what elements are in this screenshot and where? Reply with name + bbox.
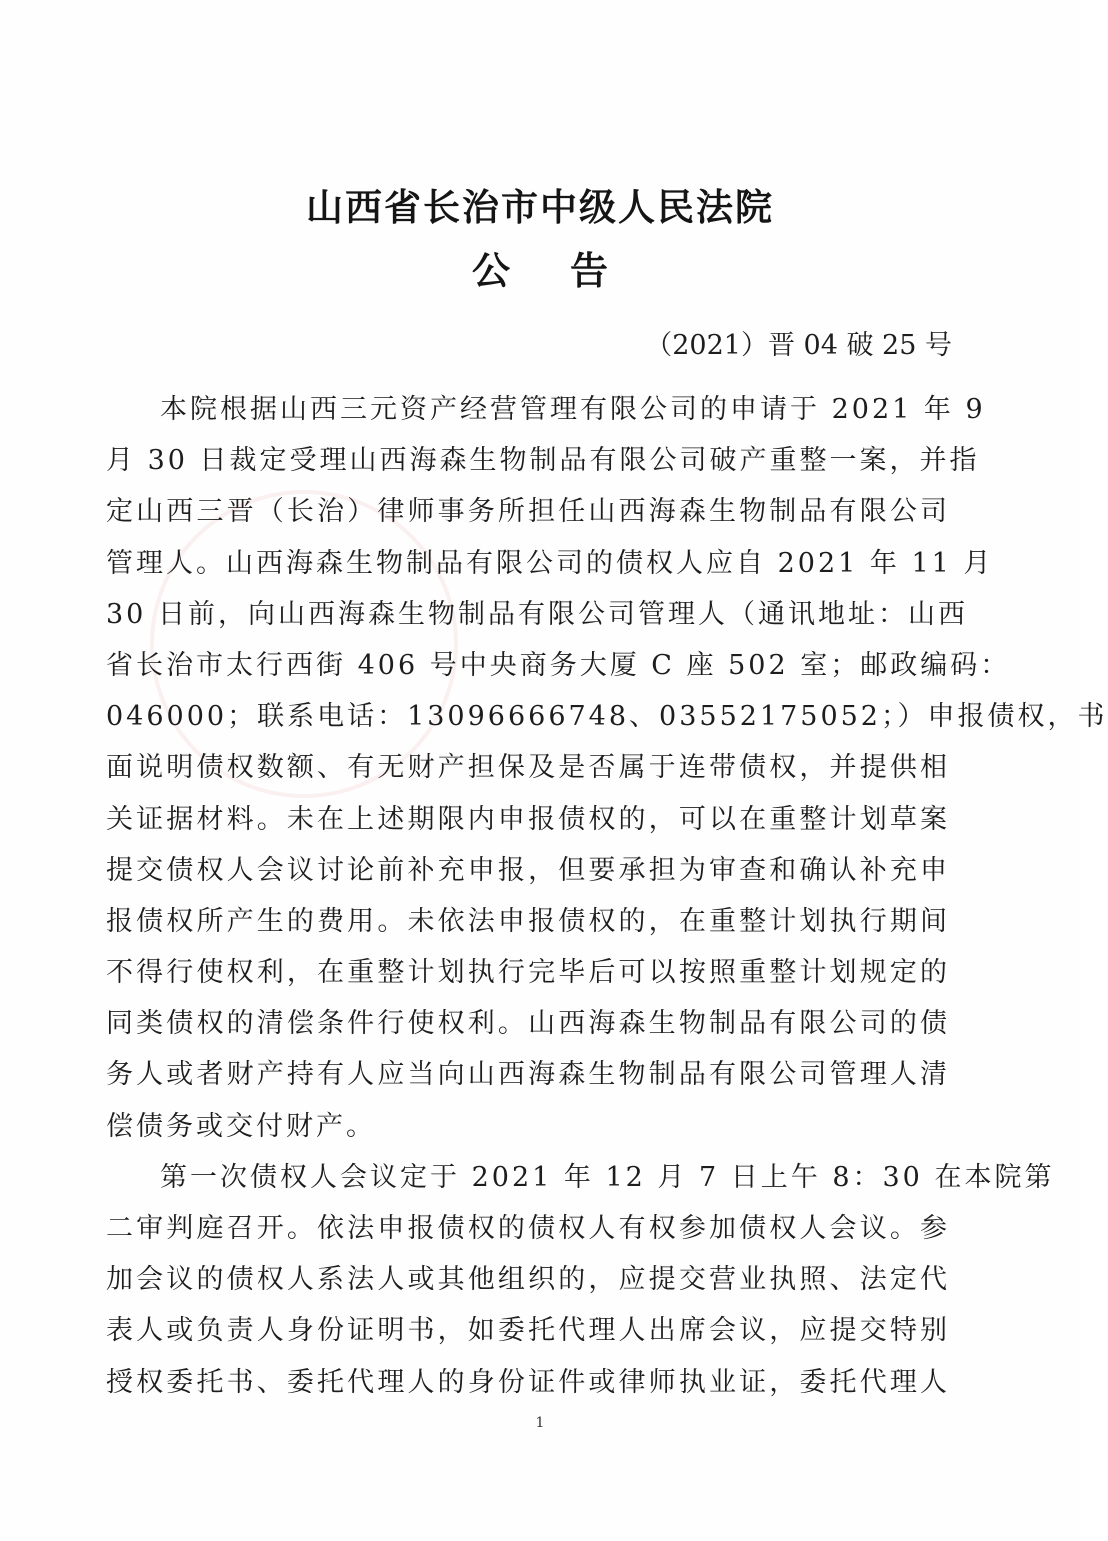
- body-line: 省长治市太行西街 406 号中央商务大厦 C 座 502 室；邮政编码：: [106, 649, 1011, 681]
- body-line: 授权委托书、委托代理人的身份证件或律师执业证，委托代理人: [106, 1366, 950, 1398]
- announcement-heading-text: 公告: [471, 248, 668, 293]
- body-line: 面说明债权数额、有无财产担保及是否属于连带债权，并提供相: [106, 752, 950, 784]
- case-number: （2021）晋 04 破 25 号: [645, 330, 952, 361]
- body-line: 管理人。山西海森生物制品有限公司的债权人应自 2021 年 11 月: [106, 547, 994, 579]
- body-line: 同类债权的清偿条件行使权利。山西海森生物制品有限公司的债: [106, 1008, 950, 1040]
- body-line: 表人或负责人身份证明书，如委托代理人出席会议，应提交特别: [106, 1315, 950, 1347]
- announcement-heading: [0, 246, 1080, 296]
- body-line: 务人或者财产持有人应当向山西海森生物制品有限公司管理人清: [106, 1059, 950, 1091]
- body-line: 046000；联系电话：13096666748、03552175052；）申报债权，书: [106, 701, 1108, 733]
- body-line: 偿债务或交付财产。: [106, 1110, 376, 1142]
- body-line: 不得行使权利，在重整计划执行完毕后可以按照重整计划规定的: [106, 957, 950, 989]
- page-number: 1: [535, 1415, 545, 1431]
- body-line: 关证据材料。未在上述期限内申报债权的，可以在重整计划草案: [106, 803, 950, 835]
- body-line: 定山西三晋（长治）律师事务所担任山西海森生物制品有限公司: [106, 496, 950, 528]
- body-line: 加会议的债权人系法人或其他组织的，应提交营业执照、法定代: [106, 1264, 950, 1296]
- body-line: 二审判庭召开。依法申报债权的债权人有权参加债权人会议。参: [106, 1213, 950, 1244]
- body-line: 月 30 日裁定受理山西海森生物制品有限公司破产重整一案，并指: [106, 445, 980, 477]
- body-line: 第一次债权人会议定于 2021 年 12 月 7 日上午 8：30 在本院第: [160, 1161, 1055, 1193]
- court-name-title: 山西省长治市中级人民法院: [306, 185, 774, 229]
- announcement-body: [106, 384, 1108, 1408]
- body-line: 本院根据山西三元资产经营管理有限公司的申请于 2021 年 9: [160, 394, 986, 425]
- body-line: 提交债权人会议讨论前补充申报，但要承担为审查和确认补充申: [106, 854, 950, 886]
- body-line: 报债权所产生的费用。未依法申报债权的，在重整计划执行期间: [106, 905, 950, 937]
- body-line: 30 日前，向山西海森生物制品有限公司管理人（通讯地址：山西: [106, 598, 968, 630]
